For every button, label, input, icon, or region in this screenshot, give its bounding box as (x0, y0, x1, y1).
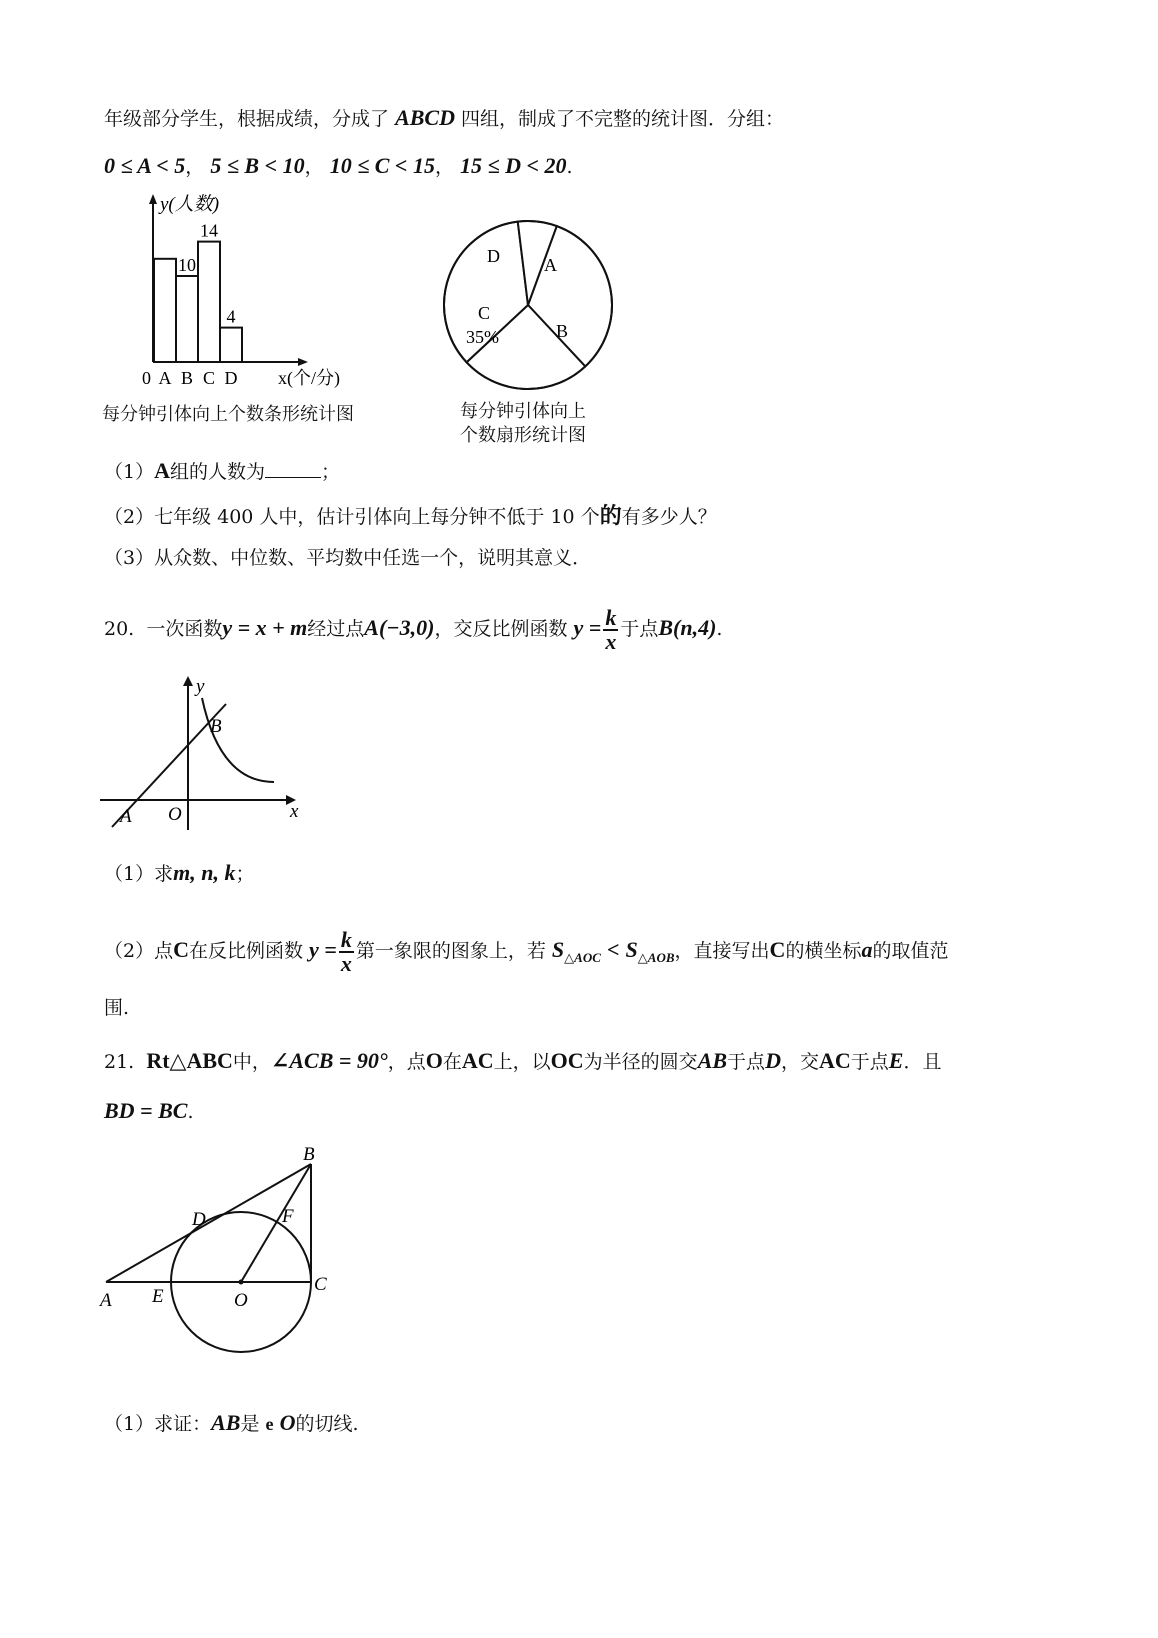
bar-value-label: 14 (200, 220, 218, 241)
range-d: 15 ≤ D < 20 (460, 153, 567, 178)
graph-o-label: O (168, 804, 182, 825)
x-axis-arrow (298, 358, 308, 366)
bar-chart-title: 每分钟引体向上个数条形统计图 (102, 404, 354, 425)
label-c: C (314, 1274, 327, 1295)
hyperbola-curve (202, 698, 274, 782)
q20-point-a: A(−3,0) (364, 615, 435, 640)
q21-t6: 于点 (727, 1051, 766, 1073)
q21-t1: 中， (232, 1051, 271, 1073)
sep: ， (304, 156, 324, 178)
q19-part2 (104, 503, 717, 530)
q20-p2-f: 的取值范 (872, 940, 949, 962)
q21-stem (104, 1048, 941, 1075)
q21-t5: 为半径的圆交 (583, 1051, 698, 1073)
center-dot (239, 1280, 244, 1285)
q20-fraction (603, 607, 618, 653)
bar-category-label: D (224, 368, 238, 388)
label-a: A (100, 1290, 112, 1311)
intro-line-1 (104, 105, 784, 132)
pie-title-line-1: 每分钟引体向上 (460, 401, 586, 422)
q19-p1-end: ； (321, 461, 341, 483)
q21-p1-is: 是 (240, 1413, 260, 1435)
q20-part2-cont: 围. (104, 997, 130, 1019)
q21-figure (96, 1140, 346, 1380)
q20-p2-b: 在反比例函数 (188, 940, 303, 962)
q21-t8: 于点 (850, 1051, 889, 1073)
origin-label: 0 (142, 368, 151, 388)
q20-p2-y-eq: y = (309, 937, 337, 962)
q20-p2-c: C (173, 937, 189, 962)
range-b: 5 ≤ B < 10 (210, 153, 305, 178)
area-s2-sub: △AOB (637, 949, 675, 965)
q21-ac: AC (461, 1048, 494, 1073)
q21-t9: ．且 (903, 1051, 942, 1073)
q19-part3: （3）从众数、中位数、平均数中任选一个，说明其意义． (104, 547, 592, 569)
q21-end: . (187, 1101, 194, 1123)
q19-part1 (104, 458, 340, 485)
intro-ranges (104, 153, 573, 180)
q19-p1-pre: （1） (104, 461, 155, 483)
q20-t3: ，交反比例函数 (434, 618, 568, 640)
q21-p1-o: O (279, 1410, 296, 1435)
y-axis-arrow (149, 194, 157, 204)
end-dot: . (566, 156, 573, 178)
area-s1: S (551, 937, 565, 962)
q21-p1-end: 的切线. (295, 1413, 359, 1435)
q21-triangle: Rt△ABC (146, 1048, 233, 1073)
answer-blank[interactable] (265, 459, 321, 478)
label-d: D (192, 1209, 206, 1230)
q21-t3: 在 (442, 1051, 462, 1073)
q21-bd-bc: BD = BC (104, 1098, 188, 1123)
segment-ob (241, 1164, 311, 1282)
q20-p2-a: （2）点 (104, 940, 174, 962)
frac-den: x (340, 951, 352, 976)
bar-category-label: A (158, 368, 172, 388)
intro-text: 年级部分学生，根据成绩，分成了 (104, 108, 390, 130)
label-e: E (152, 1286, 164, 1307)
label-f: F (282, 1206, 294, 1227)
graph-x-label: x (290, 801, 299, 822)
bar-a (154, 259, 176, 362)
q20-p2-c2: C (769, 937, 786, 962)
q21-oc: OC (550, 1048, 584, 1073)
less-than: < (606, 937, 620, 962)
label-o: O (234, 1290, 248, 1311)
pie-chart-title (460, 400, 586, 448)
pie-title-line-2: 个数扇形统计图 (460, 425, 586, 446)
intro-text-post: 四组，制成了不完整的统计图．分组： (461, 108, 785, 130)
q20-p2-c-text: 第一象限的图象上，若 (355, 940, 546, 962)
q21-angle: ∠ACB = 90° (270, 1048, 388, 1073)
bar-value-label: 10 (178, 255, 196, 275)
q20-end: . (716, 618, 723, 640)
pie-label-d: D (487, 246, 500, 266)
pie-label-a: A (544, 255, 557, 275)
groups-math: ABCD (395, 105, 455, 130)
q21-d: D (765, 1048, 781, 1073)
range-c: 10 ≤ C < 15 (329, 153, 435, 178)
q20-point-b: B(n,4) (658, 615, 717, 640)
y-axis-label: y(人数) (160, 194, 220, 215)
q21-part1 (104, 1410, 359, 1437)
q20-p1-end: ； (235, 863, 255, 885)
q21-p1-ab: AB (211, 1410, 241, 1435)
q20-graph (100, 672, 315, 832)
q21-o: O (425, 1048, 443, 1073)
q20-stem (104, 606, 722, 653)
q19-p2-de: 的 (599, 503, 622, 528)
q20-p1-pre: （1）求 (104, 863, 174, 885)
range-a: 0 ≤ A < 5 (104, 153, 186, 178)
q21-condition (104, 1098, 194, 1125)
frac-num: k (340, 927, 352, 952)
pie-percent-c: 35% (466, 327, 499, 347)
q20-t4: 于点 (620, 618, 659, 640)
q20-p2-d: ，直接写出 (674, 940, 770, 962)
q21-number: 21. (104, 1051, 135, 1073)
bar-d (220, 328, 242, 362)
q21-t2: ，点 (387, 1051, 426, 1073)
graph-b-label: B (210, 716, 222, 737)
q19-p2-text: （2）七年级 400 人中，估计引体向上每分钟不低于 10 个 (104, 506, 600, 528)
q20-p2-a-var: a (861, 937, 873, 962)
q21-ab: AB (697, 1048, 728, 1073)
pie-chart (440, 217, 620, 397)
bar-chart (100, 190, 380, 400)
bar-category-label: B (180, 368, 194, 388)
q20-part2 (104, 928, 948, 980)
graph-a-label: A (120, 806, 132, 827)
q20-t1: 一次函数 (146, 618, 223, 640)
bar-b (176, 276, 198, 362)
q20-p1-vars: m, n, k (173, 860, 236, 885)
q20-part1 (104, 860, 254, 887)
bar-value-label: 4 (226, 306, 236, 327)
q21-ac2: AC (818, 1048, 851, 1073)
bar-category-label: C (202, 368, 216, 388)
q20-number: 20. (104, 618, 135, 640)
circle-symbol: e (265, 1414, 274, 1434)
q21-e: E (888, 1048, 904, 1073)
pie-label-c: C (478, 303, 491, 323)
pie-label-b: B (556, 321, 569, 341)
area-s1-sub: △AOC (564, 949, 601, 965)
sep: ， (185, 156, 205, 178)
sep: ， (434, 156, 454, 178)
q19-p1-post: 组的人数为 (169, 461, 265, 483)
q21-p1-pre: （1）求证： (104, 1413, 212, 1435)
area-s2: S (625, 937, 638, 962)
q20-p2-fraction (339, 929, 354, 975)
label-b: B (303, 1144, 315, 1165)
x-axis-label: x(个/分) (278, 368, 340, 388)
q21-t4: 上，以 (493, 1051, 551, 1073)
graph-y-label: y (196, 676, 205, 697)
q20-y-eq: y = (573, 615, 602, 640)
frac-num: k (605, 605, 617, 630)
bar-c (198, 242, 220, 362)
q20-linear-func: y = x + m (222, 615, 308, 640)
frac-den: x (605, 629, 617, 654)
q19-p1-var: A (154, 458, 170, 483)
q21-t7: ，交 (780, 1051, 819, 1073)
q19-p2-end: 有多少人？ (621, 506, 717, 528)
y-axis-arrow (183, 676, 193, 686)
q20-p2-e: 的横坐标 (785, 940, 862, 962)
q20-t2: 经过点 (307, 618, 365, 640)
